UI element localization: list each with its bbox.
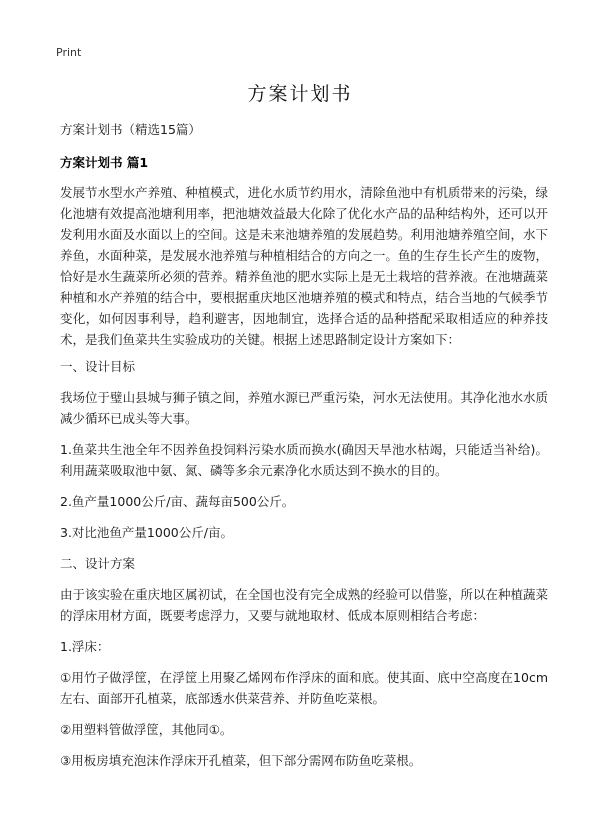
section-heading-goals: 一、设计目标 xyxy=(60,359,136,374)
page-title: 方案计划书 xyxy=(247,83,353,105)
intro-paragraph: 发展节水型水产养殖、种植模式，进化水质节约用水，清除鱼池中有机质带来的污染，绿化池塘有效提高池塘利用率，把池塘效益最大化除了优化水产品的品种结构外，还可以开发利用水面及水面以上的空间。这是未来池塘养殖的发展趋势。利用池塘养殖空间，水下养鱼，水面种菜，是发展水池养殖与种植相结合的方向之一。鱼的生存生长产生的废物，恰好是水生蔬菜所必须的营养。精养鱼池的肥水实际上是无土栽培的营养液。在池塘蔬菜种植和水产养殖的结合中，要根据重庆地区池塘养殖的模式和特点，结合当地的气候季节变化，如何因事利导，趋利避害，因地制宜，选择合适的品种搭配采取相适应的种养技术，是我们鱼菜共生实验成功的关键。根据上述思路制定设计方案如下： xyxy=(60,185,548,347)
document-content xyxy=(60,119,548,781)
plan-paragraph: 由于该实验在重庆地区属初试，在全国也没有完全成熟的经验可以借鉴，所以在种植蔬菜的浮床用材方面，既要考虑浮力，又要与就地取材、低成本原则相结合考虑： xyxy=(60,587,548,623)
article-heading: 方案计划书 篇1 xyxy=(60,155,149,170)
goal-item-1: 1.鱼菜共生池全年不因养鱼投饲料污染水质而换水(确因天旱池水枯竭，只能适当补给)。利用蔬菜吸取池中氨、氮、磷等多余元素净化水质达到不换水的目的。 xyxy=(60,442,548,478)
document-subtitle: 方案计划书（精选15篇） xyxy=(60,122,201,137)
float-bed-item-1: ①用竹子做浮筐，在浮筐上用聚乙烯网布作浮床的面和底。使其面、底中空高度在10cm左右、面部开孔植菜，底部透水供菜营养、并防鱼吃菜根。 xyxy=(60,670,548,706)
goals-paragraph: 我场位于璧山县城与狮子镇之间，养殖水源已严重污染，河水无法使用。其净化池水水质减少循环已成头等大事。 xyxy=(60,390,548,426)
section-heading-plan: 二、设计方案 xyxy=(60,556,136,571)
float-bed-item-2: ②用塑料管做浮筐，其他同①。 xyxy=(60,722,233,737)
goal-item-2: 2.鱼产量1000公斤/亩、蔬每亩500公斤。 xyxy=(60,494,295,509)
float-bed-heading: 1.浮床： xyxy=(60,639,110,654)
print-label: Print xyxy=(56,46,82,59)
goal-item-3: 3.对比池鱼产量1000公斤/亩。 xyxy=(60,525,233,540)
float-bed-item-3: ③用板房填充泡沫作浮床开孔植菜，但下部分需网布防鱼吃菜根。 xyxy=(60,753,422,768)
